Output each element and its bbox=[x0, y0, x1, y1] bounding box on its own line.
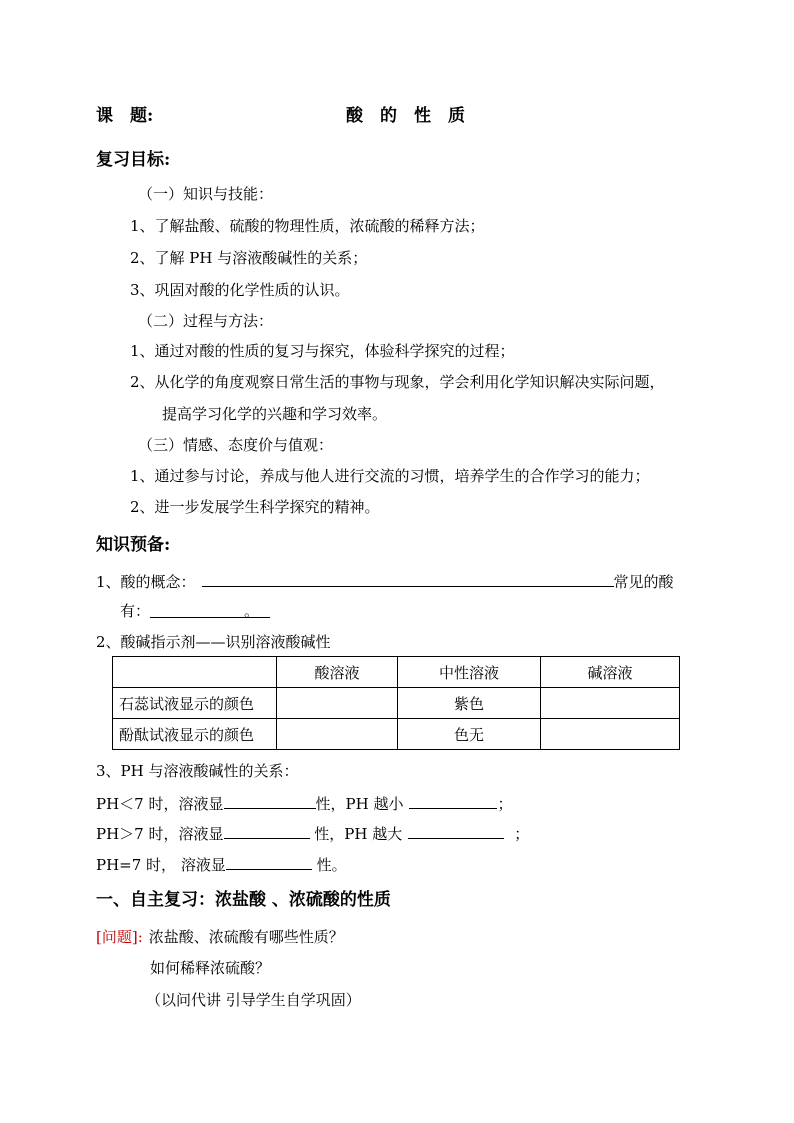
table-header-cell: 中性溶液 bbox=[398, 657, 541, 688]
ph-line-text: PH=7 时， 溶液显 bbox=[96, 856, 226, 874]
common-acids-blank[interactable] bbox=[150, 601, 270, 618]
review-goals-heading: 复习目标: bbox=[96, 150, 171, 170]
table-cell: 色无 bbox=[398, 719, 541, 750]
section1-heading: 一、自主复习：浓盐酸 、浓硫酸的性质 bbox=[96, 890, 391, 910]
table-row-label: 石蕊试液显示的颜色 bbox=[113, 688, 277, 719]
acid-concept-question bbox=[96, 570, 674, 592]
goal-item: 2、从化学的角度观察日常生活的事物与现象，学会利用化学知识解决实际问题， bbox=[130, 373, 665, 391]
goal-item: 1、通过对酸的性质的复习与探究，体验科学探究的过程； bbox=[130, 342, 515, 360]
ph-relation-title: 3、PH 与溶液酸碱性的关系： bbox=[96, 762, 299, 780]
section1-question-line2: 如何稀释浓硫酸？ bbox=[150, 959, 271, 977]
ph-line-end: ； bbox=[497, 795, 513, 813]
indicator-title: 2、酸碱指示剂——识别溶液酸碱性 bbox=[96, 633, 331, 651]
common-acids-prefix: 有： bbox=[120, 602, 151, 620]
ph-line-text: 性，PH 越大 bbox=[309, 825, 403, 843]
table-header-cell: 碱溶液 bbox=[541, 657, 680, 688]
ph-line-acidic bbox=[96, 792, 512, 814]
ph-line-end: ； bbox=[514, 825, 530, 843]
knowledge-prep-heading: 知识预备: bbox=[96, 535, 171, 555]
section1-question bbox=[96, 927, 344, 947]
goal-item: 1、了解盐酸、硫酸的物理性质，浓硫酸的稀释方法； bbox=[130, 217, 485, 235]
ph-blank[interactable] bbox=[224, 822, 310, 839]
common-acids-period: 。 bbox=[244, 602, 260, 620]
ph-line-text: PH＜7 时，溶液显 bbox=[96, 795, 224, 813]
table-header-cell: 酸溶液 bbox=[277, 657, 398, 688]
goal-section-knowledge: （一）知识与技能： bbox=[138, 185, 274, 203]
common-acids-line bbox=[120, 601, 270, 621]
table-cell-input[interactable] bbox=[277, 719, 398, 750]
table-cell-input[interactable] bbox=[541, 719, 680, 750]
goal-section-attitude: （三）情感、态度价与值观： bbox=[138, 436, 334, 454]
goal-item: 2、进一步发展学生科学探究的精神。 bbox=[130, 498, 380, 516]
table-row-label: 酚酞试液显示的颜色 bbox=[113, 719, 277, 750]
goal-item: 3、巩固对酸的化学性质的认识。 bbox=[130, 281, 350, 299]
table-row bbox=[113, 688, 680, 719]
table-cell-input[interactable] bbox=[541, 688, 680, 719]
ph-line-text: 性。 bbox=[311, 856, 347, 874]
question-text: 浓盐酸、浓硫酸有哪些性质？ bbox=[148, 928, 344, 946]
ph-blank[interactable] bbox=[224, 792, 316, 809]
goal-item: 2、了解 PH 与溶液酸碱性的关系； bbox=[130, 249, 368, 267]
table-header-cell bbox=[113, 657, 277, 688]
goal-item: 1、通过参与讨论，养成与他人进行交流的习惯，培养学生的合作学习的能力； bbox=[130, 467, 650, 485]
table-cell-input[interactable] bbox=[277, 688, 398, 719]
ph-blank[interactable] bbox=[226, 853, 312, 870]
acid-concept-label: 1、酸的概念： bbox=[96, 573, 196, 591]
ph-line-basic bbox=[96, 822, 529, 844]
acid-concept-blank[interactable] bbox=[202, 570, 614, 587]
goal-section-process: （二）过程与方法： bbox=[138, 312, 274, 330]
section1-note: （以问代讲 引导学生自学巩固） bbox=[146, 991, 361, 1009]
ph-blank[interactable] bbox=[408, 822, 504, 839]
table-header-row bbox=[113, 657, 680, 688]
ph-blank[interactable] bbox=[409, 792, 497, 809]
lesson-title: 酸 的 性 质 bbox=[346, 106, 465, 126]
indicator-table bbox=[112, 656, 680, 750]
lesson-label: 课 题: bbox=[96, 106, 154, 126]
ph-line-text: 性，PH 越小 bbox=[315, 795, 404, 813]
common-acids-label: 常见的酸 bbox=[613, 573, 674, 591]
question-tag: [问题]: bbox=[96, 928, 143, 946]
table-row bbox=[113, 719, 680, 750]
ph-line-neutral bbox=[96, 853, 347, 875]
ph-line-text: PH＞7 时，溶液显 bbox=[96, 825, 224, 843]
table-cell: 紫色 bbox=[398, 688, 541, 719]
goal-item-continuation: 提高学习化学的兴趣和学习效率。 bbox=[162, 405, 388, 423]
